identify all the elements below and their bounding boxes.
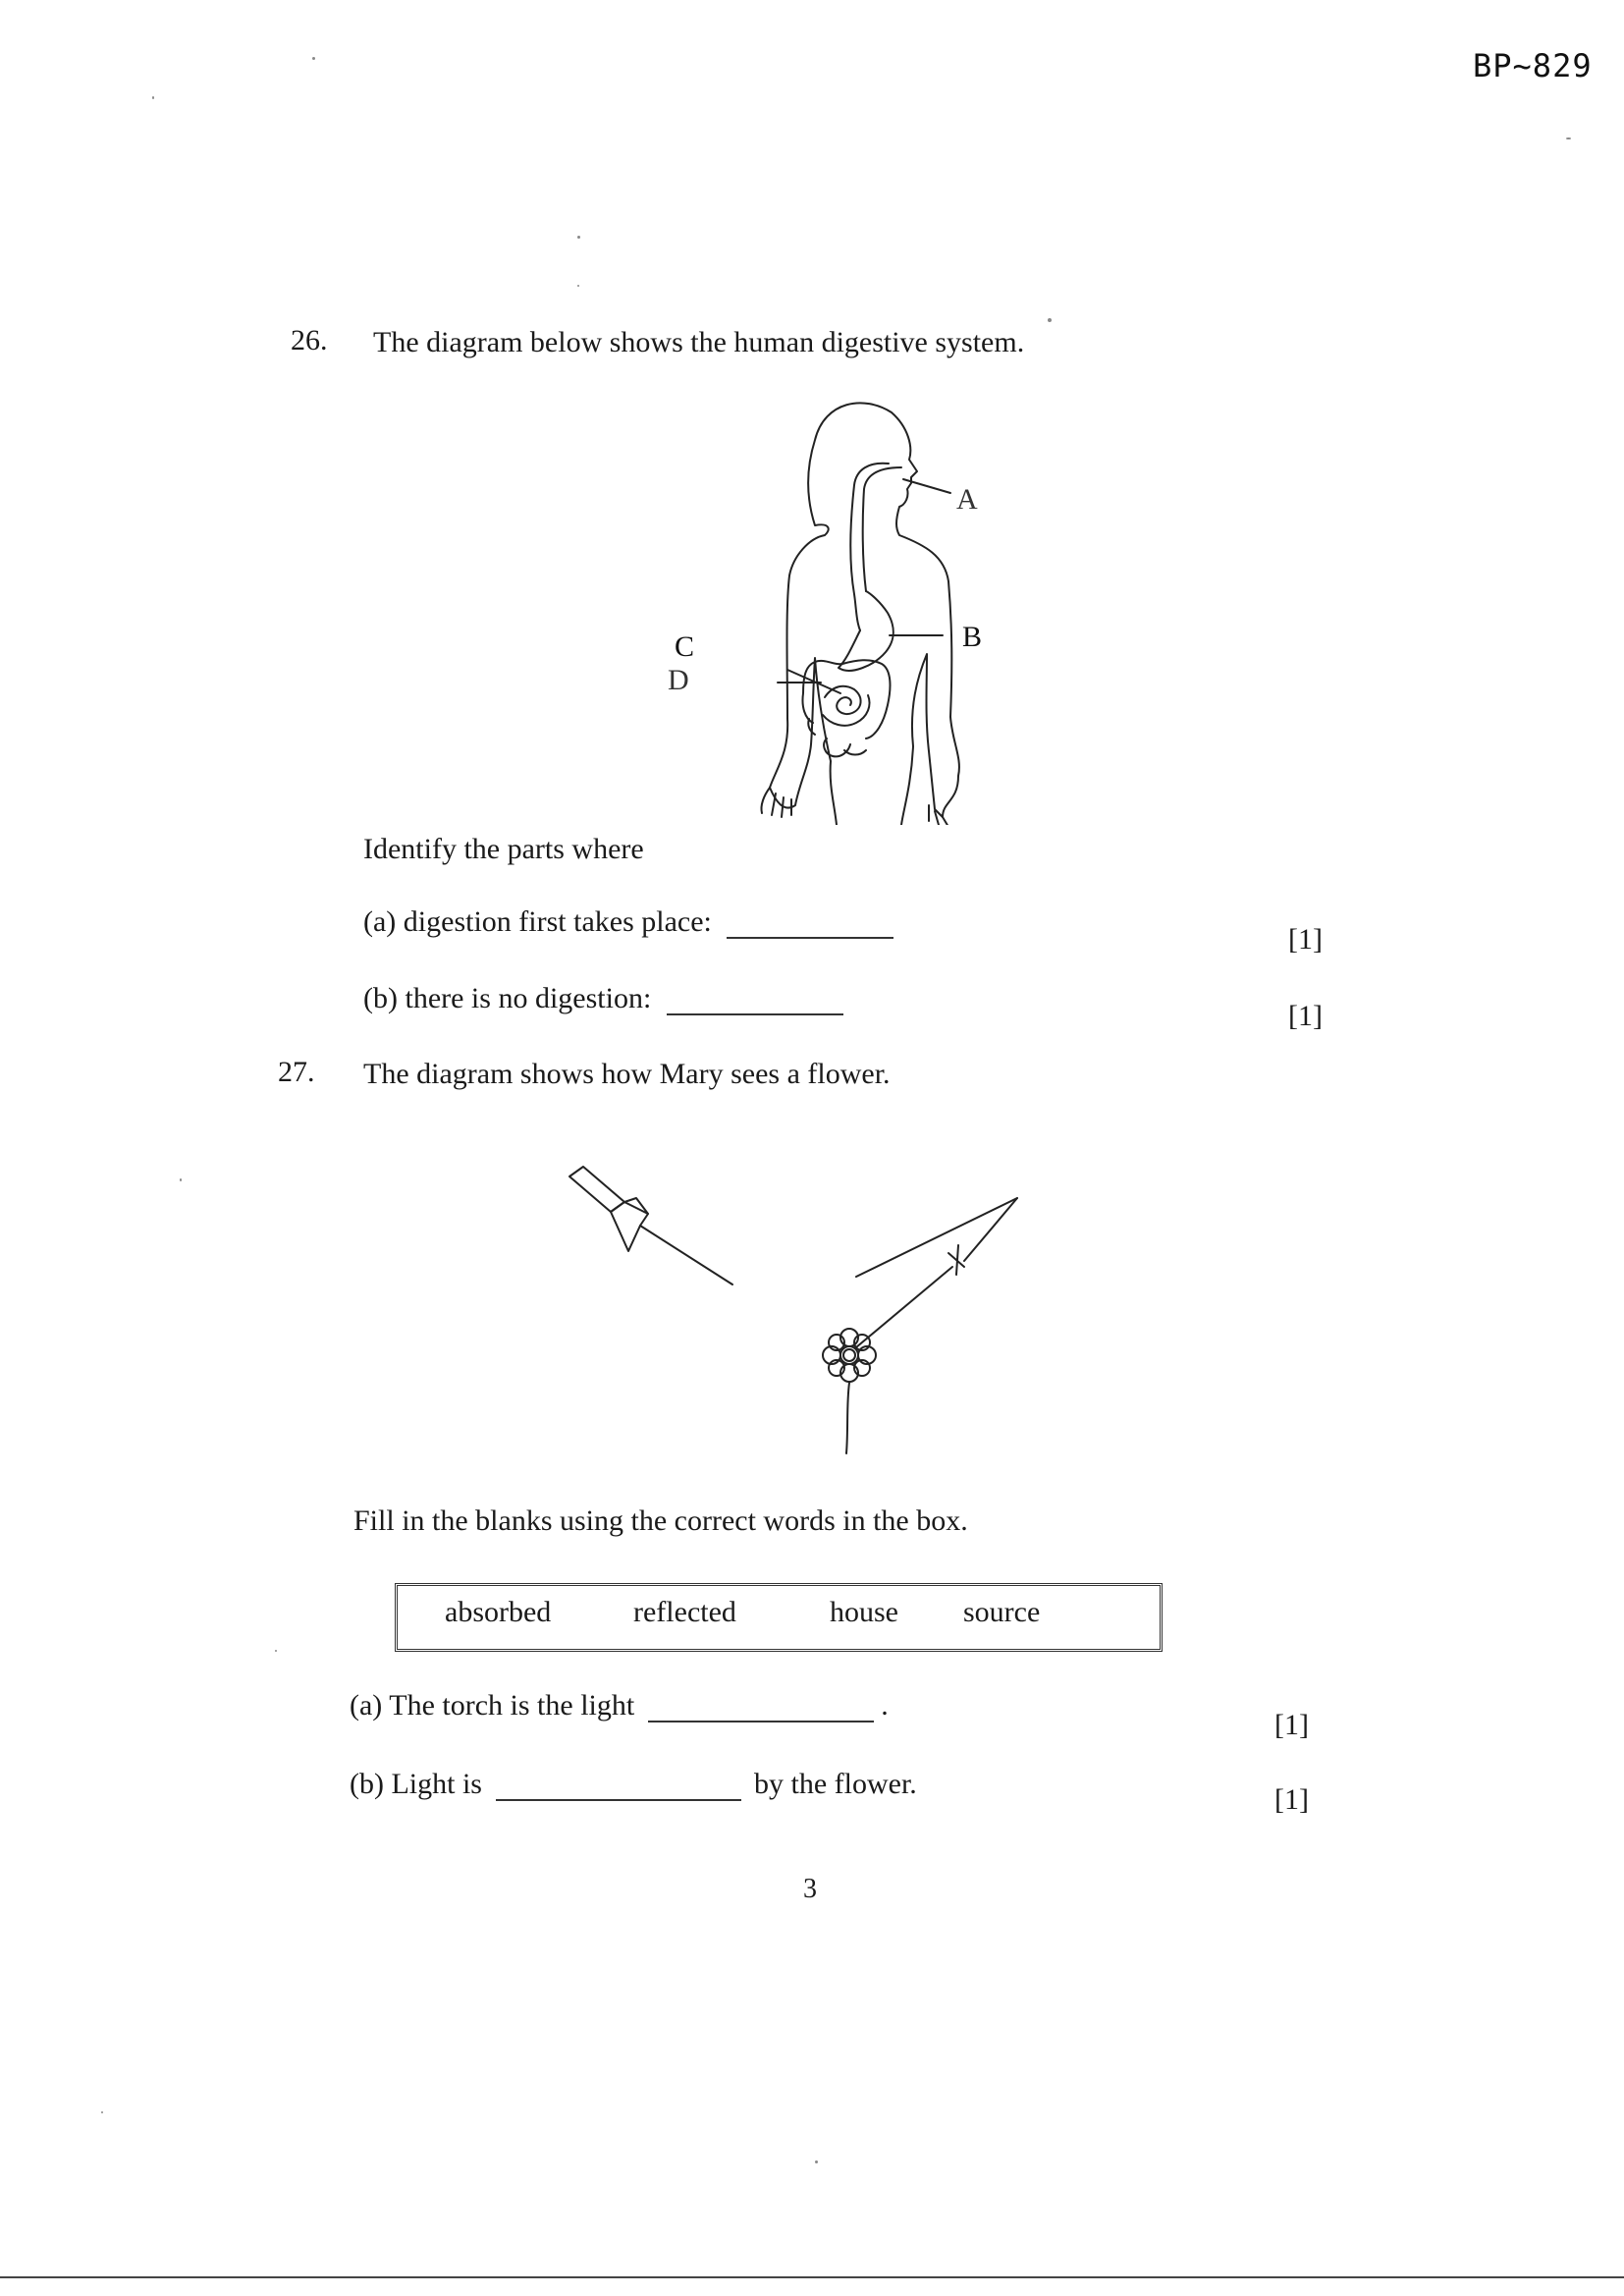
flower-icon [823,1329,876,1453]
part-b [363,982,843,1015]
part-b [350,1768,917,1801]
label-b: B [962,621,983,653]
answer-blank-b[interactable] [496,1770,741,1801]
instruction: Fill in the blanks using the correct words in the box. [353,1504,968,1537]
mark-b: [1] [1274,1783,1309,1816]
small-intestine [823,686,870,726]
label-d: D [668,664,689,696]
part-b-text: (b) there is no digestion: [363,982,652,1014]
page-number: 3 [803,1874,817,1904]
part-a [350,1689,889,1722]
question-prompt: Identify the parts where [363,833,644,865]
torch-flower-diagram [550,1159,1041,1473]
word-bank-item: house [830,1596,898,1628]
scan-edge-line [0,2276,1624,2278]
document-code: BP~829 [1473,47,1593,84]
word-bank-item: absorbed [445,1596,552,1628]
word-bank [395,1583,1163,1652]
part-b-text: (b) Light is [350,1768,482,1800]
answer-blank-a[interactable] [727,907,893,939]
torch-icon [569,1167,648,1251]
question-number: 27. [278,1056,315,1088]
stomach [839,591,893,671]
reflected-arrow [964,1198,1017,1261]
digestive-system-diagram [668,373,1021,825]
part-a [363,905,893,939]
answer-blank-b[interactable] [667,984,843,1015]
light-ray-incident [640,1226,732,1285]
label-c: C [675,630,695,663]
question-number: 26. [291,324,328,356]
answer-blank-a[interactable] [648,1691,874,1722]
part-a-text: (a) The torch is the light [350,1689,635,1722]
mark-a: [1] [1288,923,1323,956]
question-intro: The diagram shows how Mary sees a flower. [363,1058,891,1090]
word-bank-item: reflected [633,1596,736,1628]
body-outline [770,403,959,825]
mark-b: [1] [1288,1000,1323,1032]
label-a: A [956,483,978,516]
part-a-text: (a) digestion first takes place: [363,905,712,938]
question-intro: The diagram below shows the human digestive system. [373,326,1025,358]
light-ray-reflected [856,1198,1017,1277]
part-a-period: . [881,1689,889,1722]
mark-a: [1] [1274,1709,1309,1741]
word-bank-item: source [963,1596,1041,1628]
part-b-end: by the flower. [754,1768,917,1800]
